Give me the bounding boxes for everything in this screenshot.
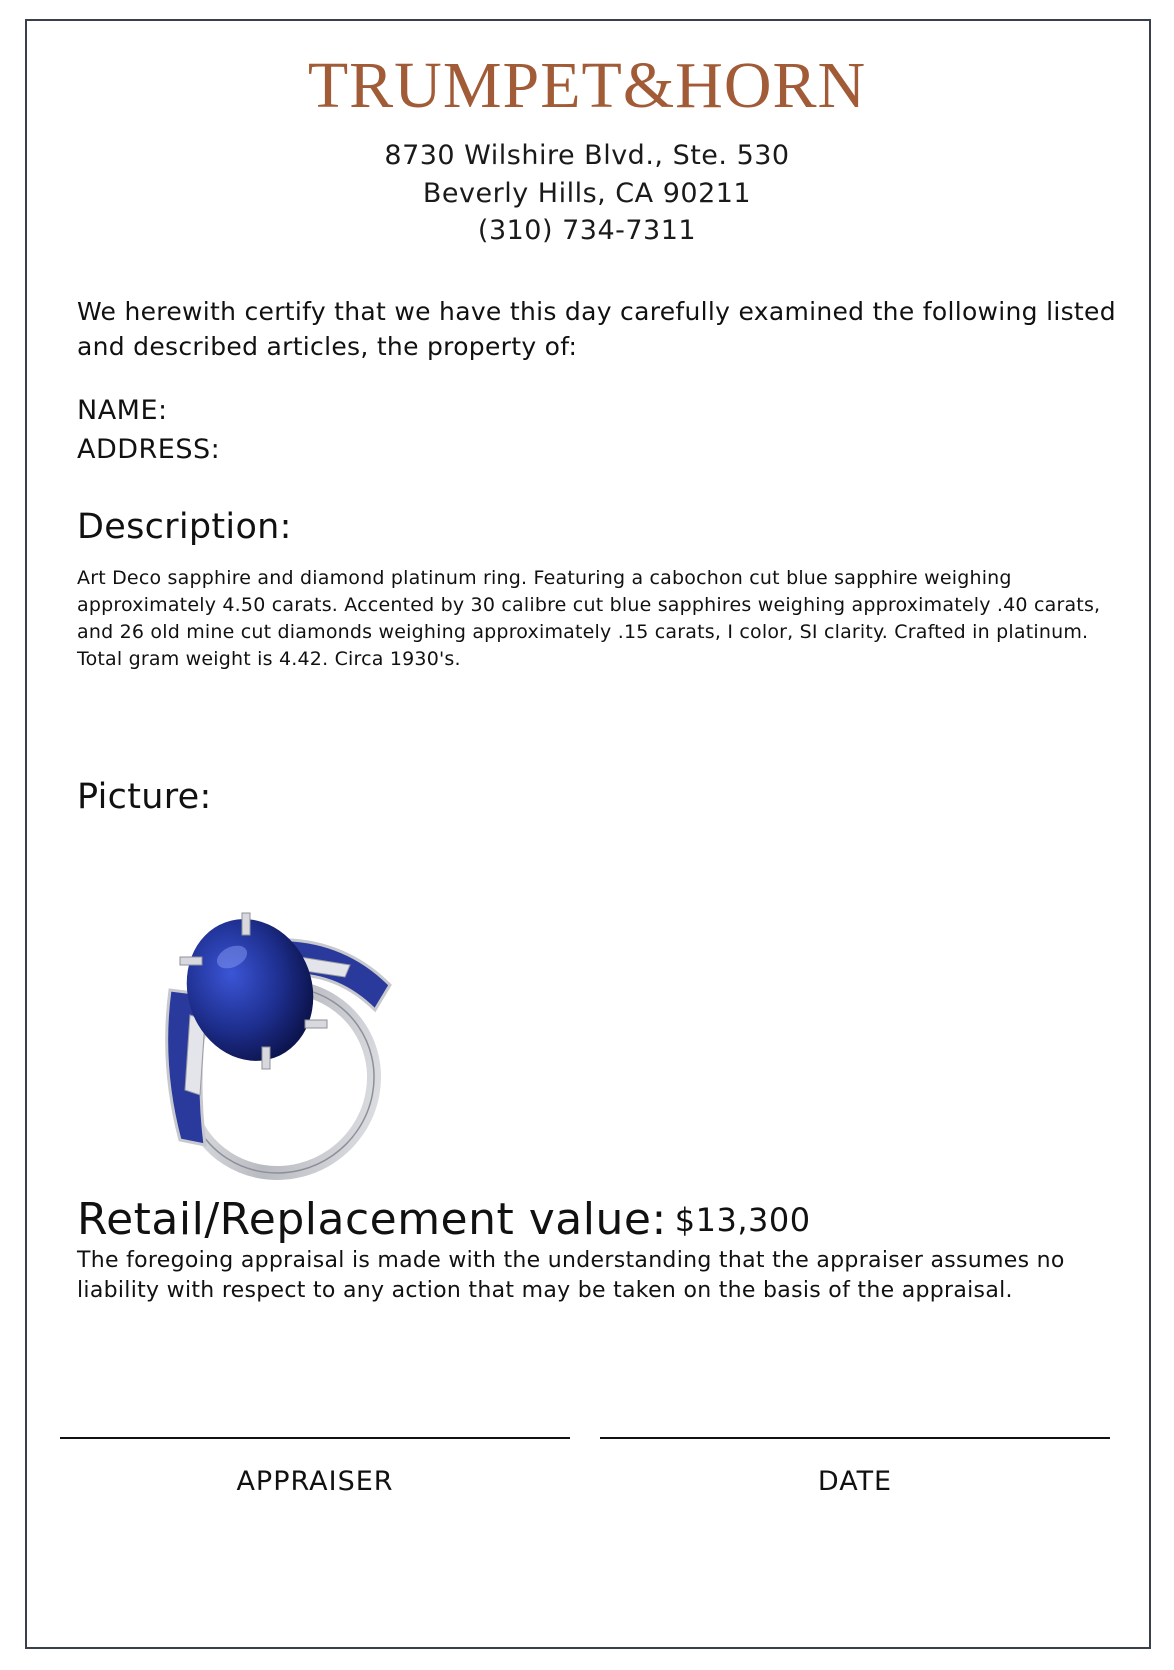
description-text: Art Deco sapphire and diamond platinum ring. Featuring a cabochon cut blue sapphire weighing approximately 4.50 carats. Accented by 30 calibre cut blue sapphires weighing approximately .40 carats, and 26 old mine cut diamonds weighing approximately .15 carats, I color, SI clarity. Crafted in platinum. Total gram weight is 4.42. Circa 1930's. — [77, 567, 1101, 670]
description-heading: Description: — [77, 507, 292, 547]
ring-picture — [150, 895, 420, 1180]
appraiser-signature-line — [60, 1437, 570, 1439]
retail-value-label: Retail/Replacement value: — [77, 1194, 667, 1245]
address-label: ADDRESS: — [77, 434, 221, 465]
retail-value-amount: $13,300 — [674, 1201, 811, 1239]
ring-image — [150, 895, 420, 1180]
name-label: NAME: — [77, 395, 168, 426]
certification-statement: We herewith certify that we have this day carefully examined the following listed and described articles, the property of: — [77, 297, 1116, 361]
address-line-2: Beverly Hills, CA 90211 — [422, 178, 752, 209]
document-border — [25, 19, 1151, 1649]
appraiser-label: APPRAISER — [236, 1466, 394, 1497]
phone-number: (310) 734-7311 — [477, 215, 697, 246]
appraisal-disclaimer: The foregoing appraisal is made with the understanding that the appraiser assumes no liability with respect to any action that may be taken on the basis of the appraisal. — [77, 1248, 1065, 1303]
date-signature-line — [600, 1437, 1110, 1439]
company-logo: TRUMPET&HORN — [307, 49, 867, 122]
address-line-1: 8730 Wilshire Blvd., Ste. 530 — [384, 140, 790, 171]
picture-heading: Picture: — [77, 777, 212, 817]
retail-value-row — [77, 1192, 811, 1248]
date-label: DATE — [817, 1466, 893, 1497]
